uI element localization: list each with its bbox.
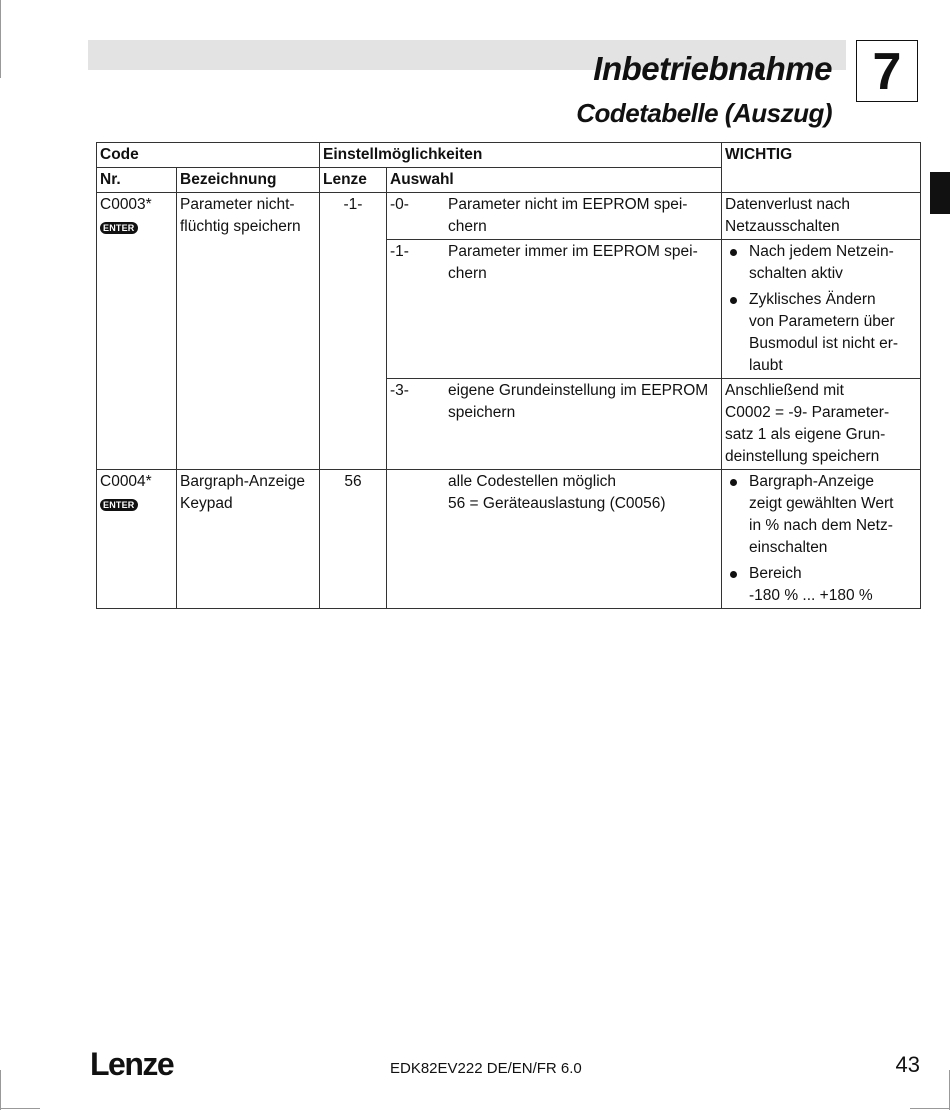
header-selection: Auswahl <box>387 168 722 193</box>
crop-mark <box>0 1070 1 1110</box>
header-nr: Nr. <box>97 168 177 193</box>
bullet-item: Zyklisches Ändern von Parametern über Busmodul ist nicht er- laubt <box>725 289 917 377</box>
important-note: Datenverlust nach Netzausschalten <box>722 193 921 240</box>
selection-cell <box>387 240 722 379</box>
chapter-number-box: 7 <box>856 40 918 102</box>
chapter-side-tab <box>930 172 950 214</box>
header-settings: Einstellmöglichkeiten <box>320 143 722 168</box>
important-note <box>722 240 921 379</box>
enter-key-icon: ENTER <box>100 499 138 511</box>
crop-mark <box>910 1108 950 1109</box>
lenze-logo: Lenze <box>90 1046 174 1082</box>
page-number: 43 <box>895 1052 920 1077</box>
selection-cell <box>387 193 722 240</box>
selection-code: -1- <box>390 243 409 260</box>
table-header-row <box>97 143 921 168</box>
bullet-item: Bargraph-Anzeige zeigt gewählten Wert in % nach dem Netz- einschalten <box>725 471 917 559</box>
code-table <box>96 142 921 609</box>
bullet-item: Nach jedem Netzein- schalten aktiv <box>725 241 917 285</box>
code-number: C0003* <box>100 196 152 213</box>
important-note: Anschließend mit C0002 = -9- Parameter- satz 1 als eigene Grun- deinstellung speichern <box>722 379 921 470</box>
selection-code: -0- <box>390 196 409 213</box>
important-note <box>722 470 921 609</box>
header-name: Bezeichnung <box>177 168 320 193</box>
bullet-item: Bereich -180 % ... +180 % <box>725 563 917 607</box>
section-title: Codetabelle (Auszug) <box>576 98 832 128</box>
code-cell <box>97 470 177 609</box>
table-row <box>97 470 921 609</box>
selection-text: Parameter immer im EEPROM spei- chern <box>448 243 698 282</box>
header-important: WICHTIG <box>722 143 921 193</box>
selection-text: eigene Grundeinstellung im EEPROM speichern <box>448 382 709 421</box>
code-cell <box>97 193 177 470</box>
chapter-title: Inbetriebnahme <box>593 50 832 87</box>
header-lenze: Lenze <box>320 168 387 193</box>
document-id: EDK82EV222 DE/EN/FR 6.0 <box>390 1060 582 1077</box>
code-number: C0004* <box>100 473 152 490</box>
header-code: Code <box>97 143 320 168</box>
lenze-default: 56 <box>320 470 387 609</box>
crop-mark <box>0 0 1 78</box>
code-name: Bargraph-Anzeige Keypad <box>177 470 320 609</box>
selection-cell <box>387 379 722 470</box>
selection-text: alle Codestellen möglich 56 = Geräteauslastung (C0056) <box>448 473 666 512</box>
table-row <box>97 193 921 240</box>
enter-key-icon: ENTER <box>100 222 138 234</box>
code-name: Parameter nicht- flüchtig speichern <box>177 193 320 470</box>
selection-code: -3- <box>390 382 409 399</box>
crop-mark <box>0 1108 40 1109</box>
lenze-default: -1- <box>320 193 387 470</box>
selection-text: Parameter nicht im EEPROM spei- chern <box>448 196 688 235</box>
selection-cell <box>387 470 722 609</box>
